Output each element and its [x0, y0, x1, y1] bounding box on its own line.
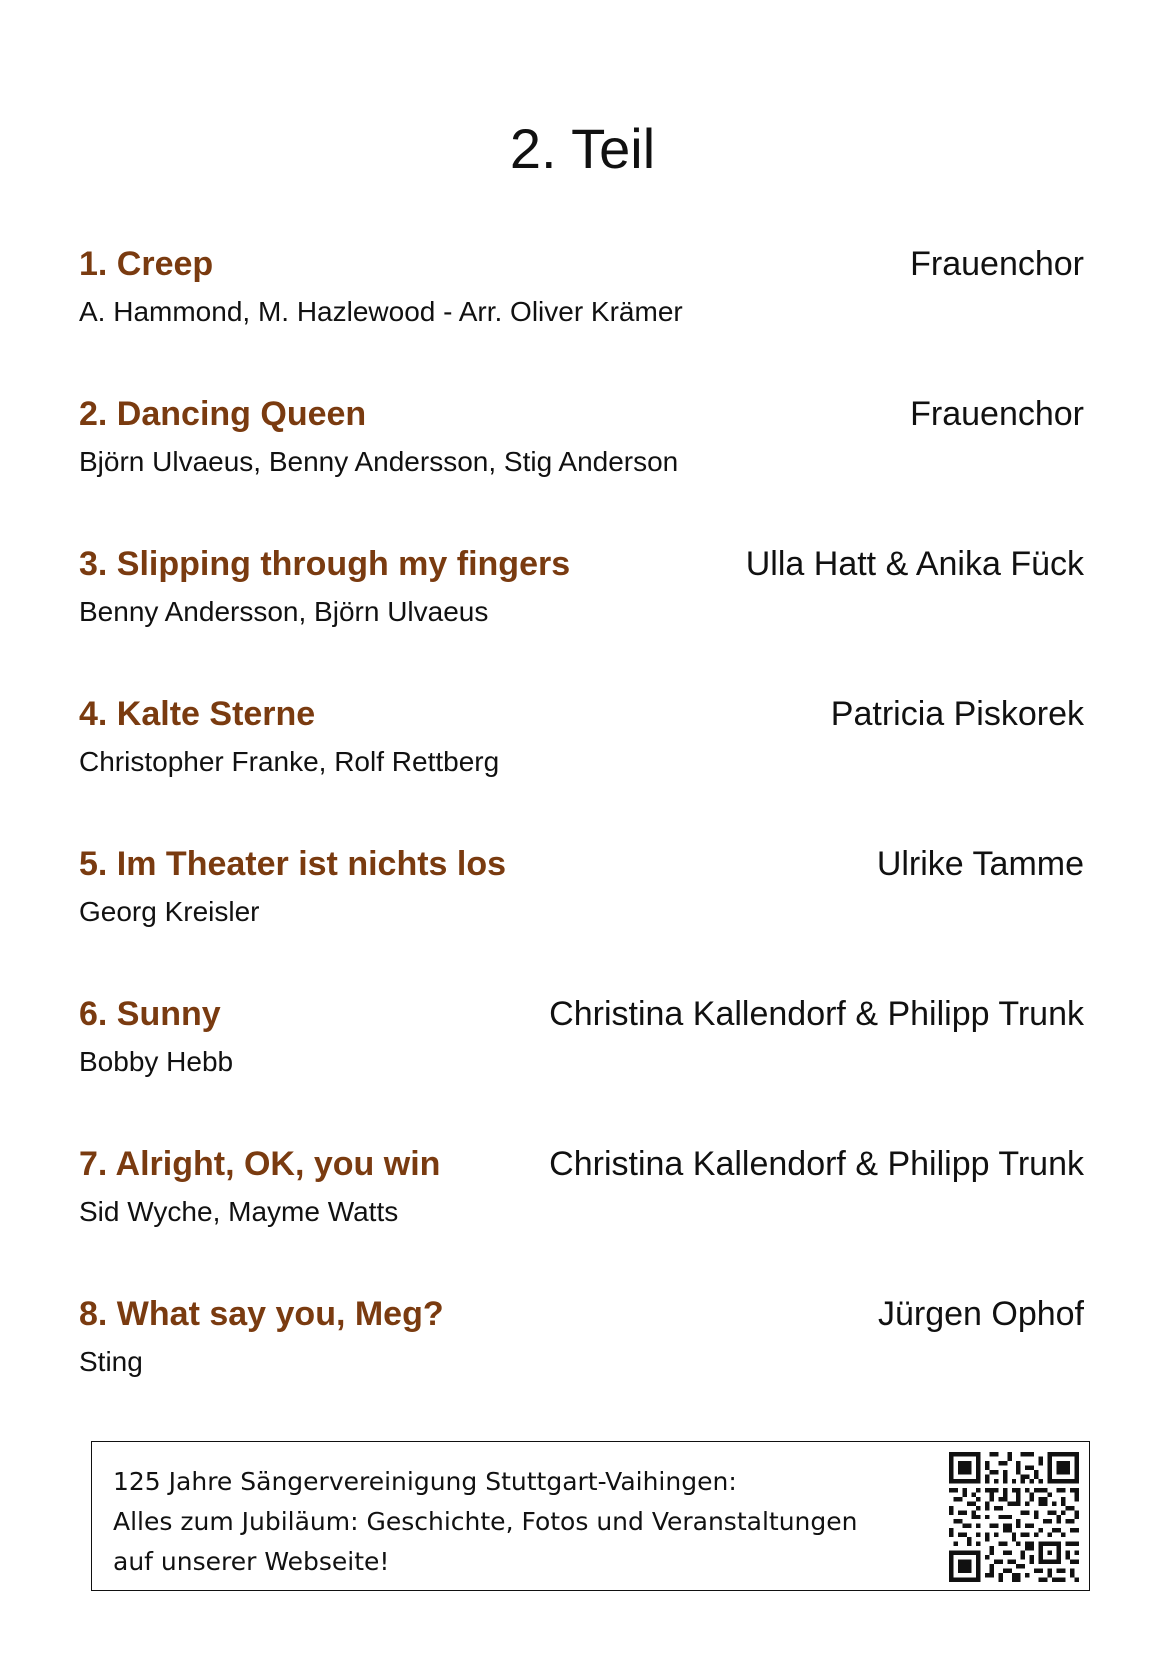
program-item	[79, 693, 1084, 843]
program-item	[79, 843, 1084, 993]
song-composer: Christopher Franke, Rolf Rettberg	[79, 746, 500, 777]
program-item	[79, 1143, 1084, 1293]
song-performer: Frauenchor	[910, 395, 1084, 433]
song-title: 2. Dancing Queen	[79, 395, 367, 433]
song-performer: Frauenchor	[910, 245, 1084, 283]
song-performer: Ulla Hatt & Anika Fück	[745, 545, 1084, 583]
song-title: 4. Kalte Sterne	[79, 695, 316, 733]
program-item	[79, 993, 1084, 1143]
song-performer: Ulrike Tamme	[876, 845, 1084, 883]
song-title: 5. Im Theater ist nichts los	[79, 845, 507, 883]
info-line-website: auf unserer Webseite!	[113, 1547, 390, 1576]
page-title: 2. Teil	[509, 116, 656, 180]
song-title: 6. Sunny	[79, 995, 221, 1033]
song-composer: A. Hammond, M. Hazlewood - Arr. Oliver Krämer	[79, 296, 683, 327]
program-item	[79, 243, 1084, 393]
song-performer: Christina Kallendorf & Philipp Trunk	[549, 995, 1084, 1033]
program-item	[79, 393, 1084, 543]
info-box	[91, 1441, 1090, 1591]
song-composer: Georg Kreisler	[79, 896, 260, 927]
program-item	[79, 1293, 1084, 1443]
song-composer: Björn Ulvaeus, Benny Andersson, Stig Anderson	[79, 446, 679, 477]
song-composer: Sid Wyche, Mayme Watts	[79, 1196, 399, 1227]
song-performer: Jürgen Ophof	[877, 1295, 1084, 1333]
song-composer: Bobby Hebb	[79, 1046, 234, 1077]
song-title: 1. Creep	[79, 245, 214, 283]
song-title: 8. What say you, Meg?	[79, 1295, 444, 1333]
song-performer: Patricia Piskorek	[830, 695, 1084, 733]
song-composer: Benny Andersson, Björn Ulvaeus	[79, 596, 489, 627]
qr-code-icon[interactable]	[949, 1452, 1079, 1582]
song-title: 3. Slipping through my fingers	[79, 545, 571, 583]
info-text	[113, 1462, 893, 1582]
info-line-anniversary: 125 Jahre Sängervereinigung Stuttgart-Vaihingen:	[113, 1467, 737, 1496]
program-list	[79, 243, 1084, 1443]
song-composer: Sting	[79, 1346, 143, 1377]
song-title: 7. Alright, OK, you win	[79, 1145, 441, 1183]
program-item	[79, 543, 1084, 693]
song-performer: Christina Kallendorf & Philipp Trunk	[549, 1145, 1084, 1183]
info-line-content: Alles zum Jubiläum: Geschichte, Fotos und Veranstaltungen	[113, 1507, 858, 1536]
